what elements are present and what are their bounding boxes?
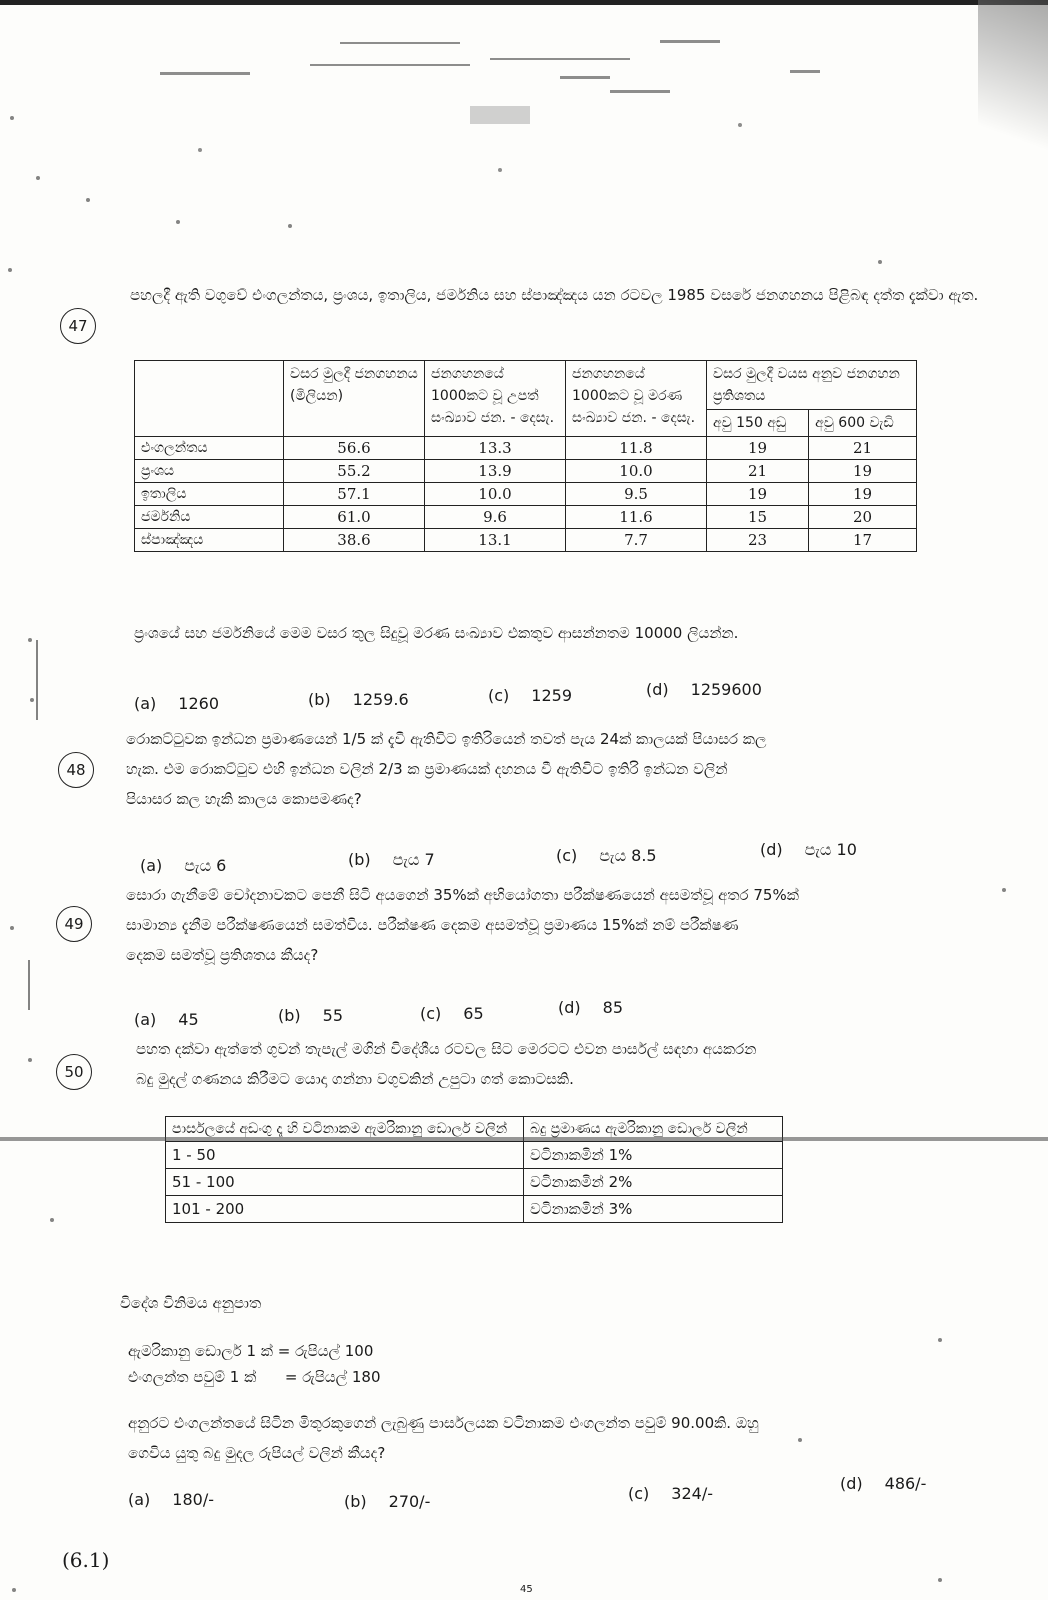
births-cell: 13.9 bbox=[425, 460, 566, 483]
tax-cell: වටිනාකමින් 1% bbox=[524, 1142, 783, 1169]
country-cell: එංගලන්තය bbox=[135, 437, 284, 460]
header-deaths: ජනගහනයේ 1000කට වූ මරණ සංඛ්‍යාව ජන. - දෙසැ. bbox=[566, 361, 707, 437]
age-over-cell: 19 bbox=[809, 460, 917, 483]
population-cell: 61.0 bbox=[284, 506, 425, 529]
range-cell: 101 - 200 bbox=[166, 1196, 524, 1223]
question-50-number: 50 bbox=[56, 1054, 92, 1090]
births-cell: 13.3 bbox=[425, 437, 566, 460]
country-cell: ප්‍රංශය bbox=[135, 460, 284, 483]
header-births: ජනගහනයේ 1000කට වූ උපත් සංඛ්‍යාව ජන. - දෙසැ. bbox=[425, 361, 566, 437]
age-under-cell: 23 bbox=[707, 529, 809, 552]
option-label: (b) bbox=[308, 690, 331, 709]
question-50-line1: පහත දක්වා ඇත්තේ ගුවන් තැපැල් මගින් විදේශීය රටවල සිට මෙරටට එවන පාර්සල් සඳහා අයකරන bbox=[136, 1040, 757, 1058]
deaths-cell: 9.5 bbox=[566, 483, 707, 506]
age-under-cell: 15 bbox=[707, 506, 809, 529]
option-label: (b) bbox=[278, 1006, 301, 1025]
country-cell: ජර්මනිය bbox=[135, 506, 284, 529]
option-label: (d) bbox=[558, 998, 581, 1017]
option-value: 1259.6 bbox=[352, 690, 409, 709]
population-cell: 57.1 bbox=[284, 483, 425, 506]
option-label: (d) bbox=[760, 840, 783, 859]
births-cell: 9.6 bbox=[425, 506, 566, 529]
deaths-cell: 11.6 bbox=[566, 506, 707, 529]
option-label: (d) bbox=[646, 680, 669, 699]
option-value: 1259 bbox=[531, 686, 572, 705]
option-label: (a) bbox=[128, 1490, 151, 1509]
population-cell: 38.6 bbox=[284, 529, 425, 552]
option-label: (c) bbox=[488, 686, 510, 705]
births-cell: 13.1 bbox=[425, 529, 566, 552]
population-cell: 55.2 bbox=[284, 460, 425, 483]
option-value: පැය 7 bbox=[392, 850, 435, 869]
option-value: 55 bbox=[322, 1006, 343, 1025]
option-label: (c) bbox=[628, 1484, 650, 1503]
question-49-line3: දෙකම සමත්වූ ප්‍රතිශතය කීයද? bbox=[126, 946, 319, 964]
option-label: (b) bbox=[348, 850, 371, 869]
deaths-cell: 7.7 bbox=[566, 529, 707, 552]
option-value: පැය 8.5 bbox=[599, 846, 657, 865]
tax-cell: වටිනාකමින් 3% bbox=[524, 1196, 783, 1223]
age-under-cell: 21 bbox=[707, 460, 809, 483]
age-over-cell: 21 bbox=[809, 437, 917, 460]
range-cell: 1 - 50 bbox=[166, 1142, 524, 1169]
age-over-cell: 19 bbox=[809, 483, 917, 506]
option-label: (a) bbox=[134, 1010, 157, 1029]
country-cell: ස්පාඤ්ඤය bbox=[135, 529, 284, 552]
option-value: පැය 10 bbox=[804, 840, 857, 859]
age-under-cell: 19 bbox=[707, 483, 809, 506]
question-50-prompt-line1: අනුරට එංගලන්තයේ සිටින මිතුරකුගෙන් ලැබුණු පාර්සලයක වටිනාකම එංගලන්ත පවුම් 90.00කි. ඔහු bbox=[128, 1414, 759, 1432]
question-49-number: 49 bbox=[56, 906, 92, 942]
option-value: 85 bbox=[602, 998, 623, 1017]
header-age-over: අවු 600 වැඩි bbox=[809, 410, 917, 437]
question-47-prompt: ප්‍රංශයේ සහ ජර්මනියේ මෙම වසර තුල සිදුවූ මරණ සංඛ්‍යාව එකතුව ආසන්නතම 10000 ලියන්න. bbox=[134, 624, 739, 642]
option-label: (a) bbox=[134, 694, 157, 713]
option-value: 270/- bbox=[388, 1492, 431, 1511]
range-cell: 51 - 100 bbox=[166, 1169, 524, 1196]
tax-cell: වටිනාකමින් 2% bbox=[524, 1169, 783, 1196]
question-47-text: පහලදී ඇති වගුවේ එංගලන්තය, ප්‍රංශය, ඉතාලිය, ජර්මනිය සහ ස්පාඤ්ඤය යන රටවල 1985 වසරේ ජනගහනය පිළිබඳ දත්ත දැක්වා ඇත. bbox=[130, 286, 979, 304]
page-number: 45 bbox=[520, 1584, 533, 1595]
births-cell: 10.0 bbox=[425, 483, 566, 506]
question-49-line2: සාමාන්‍ය දැනීම පරීක්ෂණයෙන් සමත්විය. පරීක්ෂණ දෙකම අසමත්වූ ප්‍රමාණය 15%ක් නම් පරීක්ෂණ bbox=[126, 916, 739, 934]
deaths-cell: 10.0 bbox=[566, 460, 707, 483]
header-parcel-value: පාර්සලයේ අඩංගු දෑ හි වටිනාකම ඇමරිකානු ඩොලර් වලින් bbox=[166, 1117, 524, 1142]
header-age-under: අවු 150 අඩු bbox=[707, 410, 809, 437]
option-value: පැය 6 bbox=[184, 856, 227, 875]
age-under-cell: 19 bbox=[707, 437, 809, 460]
option-value: 180/- bbox=[172, 1490, 214, 1509]
header-age-group: වසර මුලදී වයස අනුව ජනගහන ප්‍රතිශතය bbox=[707, 361, 917, 410]
header-population: වසර මුලදී ජනගහනය (මිලියන) bbox=[284, 361, 425, 437]
option-value: 45 bbox=[178, 1010, 199, 1029]
option-value: 65 bbox=[463, 1004, 484, 1023]
option-value: 486/- bbox=[884, 1474, 927, 1493]
exchange-rate-usd: ඇමරිකානු ඩොලර් 1 ක් = රුපියල් 100 bbox=[128, 1342, 374, 1360]
option-label: (b) bbox=[344, 1492, 367, 1511]
deaths-cell: 11.8 bbox=[566, 437, 707, 460]
question-48-number: 48 bbox=[58, 752, 94, 788]
exchange-rate-title: විදේශ විනිමය අනුපාත bbox=[120, 1294, 262, 1312]
header-tax-amount: බදු ප්‍රමාණය ඇමරිකානු ඩොලර් වලින් bbox=[524, 1117, 783, 1142]
age-over-cell: 20 bbox=[809, 506, 917, 529]
population-cell: 56.6 bbox=[284, 437, 425, 460]
question-48-line2: හැක. එම රොකට්ටුව එහි ඉන්ධන වලින් 2/3 ක ප්‍රමාණයක් දහනය වී ඇතිවිට ඉතිරි ඉන්ධන වලින් bbox=[126, 760, 728, 778]
question-47-number: 47 bbox=[60, 308, 96, 344]
option-label: (c) bbox=[556, 846, 578, 865]
question-48-line3: පියාසර කල හැකි කාලය කොපමණද? bbox=[126, 790, 362, 808]
question-49-line1: සොරා ගැනීමේ චෝදනාවකට පෙනී සිටි අයගෙන් 35%ක් අභියෝගතා පරීක්ෂණයෙන් අසමත්වූ අතර 75%ක් bbox=[126, 886, 799, 904]
option-value: 1259600 bbox=[690, 680, 762, 699]
exchange-rate-gbp: එංගලන්ත පවුම් 1 ක් = රුපියල් 180 bbox=[128, 1368, 381, 1386]
handwritten-page-mark: (6.1) bbox=[62, 1548, 110, 1572]
option-label: (d) bbox=[840, 1474, 863, 1493]
question-50-line2: බදු මුදල් ගණනය කිරීමට යොදා ගන්නා වගුවකින් උපුටා ගත් කොටසකි. bbox=[136, 1070, 574, 1088]
option-value: 1260 bbox=[178, 694, 220, 713]
option-value: 324/- bbox=[671, 1484, 713, 1503]
age-over-cell: 17 bbox=[809, 529, 917, 552]
question-50-prompt-line2: ගෙවිය යුතු බදු මුදල රුපියල් වලින් කීයද? bbox=[128, 1444, 386, 1462]
question-48-line1: රොකට්ටුවක ඉන්ධන ප්‍රමාණයෙන් 1/5 ක් දැවී ඇතිවිට ඉතිරියෙන් තවත් පැය 24ක් කාලයක් පියාසර කල bbox=[126, 730, 767, 748]
country-cell: ඉතාලිය bbox=[135, 483, 284, 506]
option-label: (a) bbox=[140, 856, 163, 875]
option-label: (c) bbox=[420, 1004, 442, 1023]
